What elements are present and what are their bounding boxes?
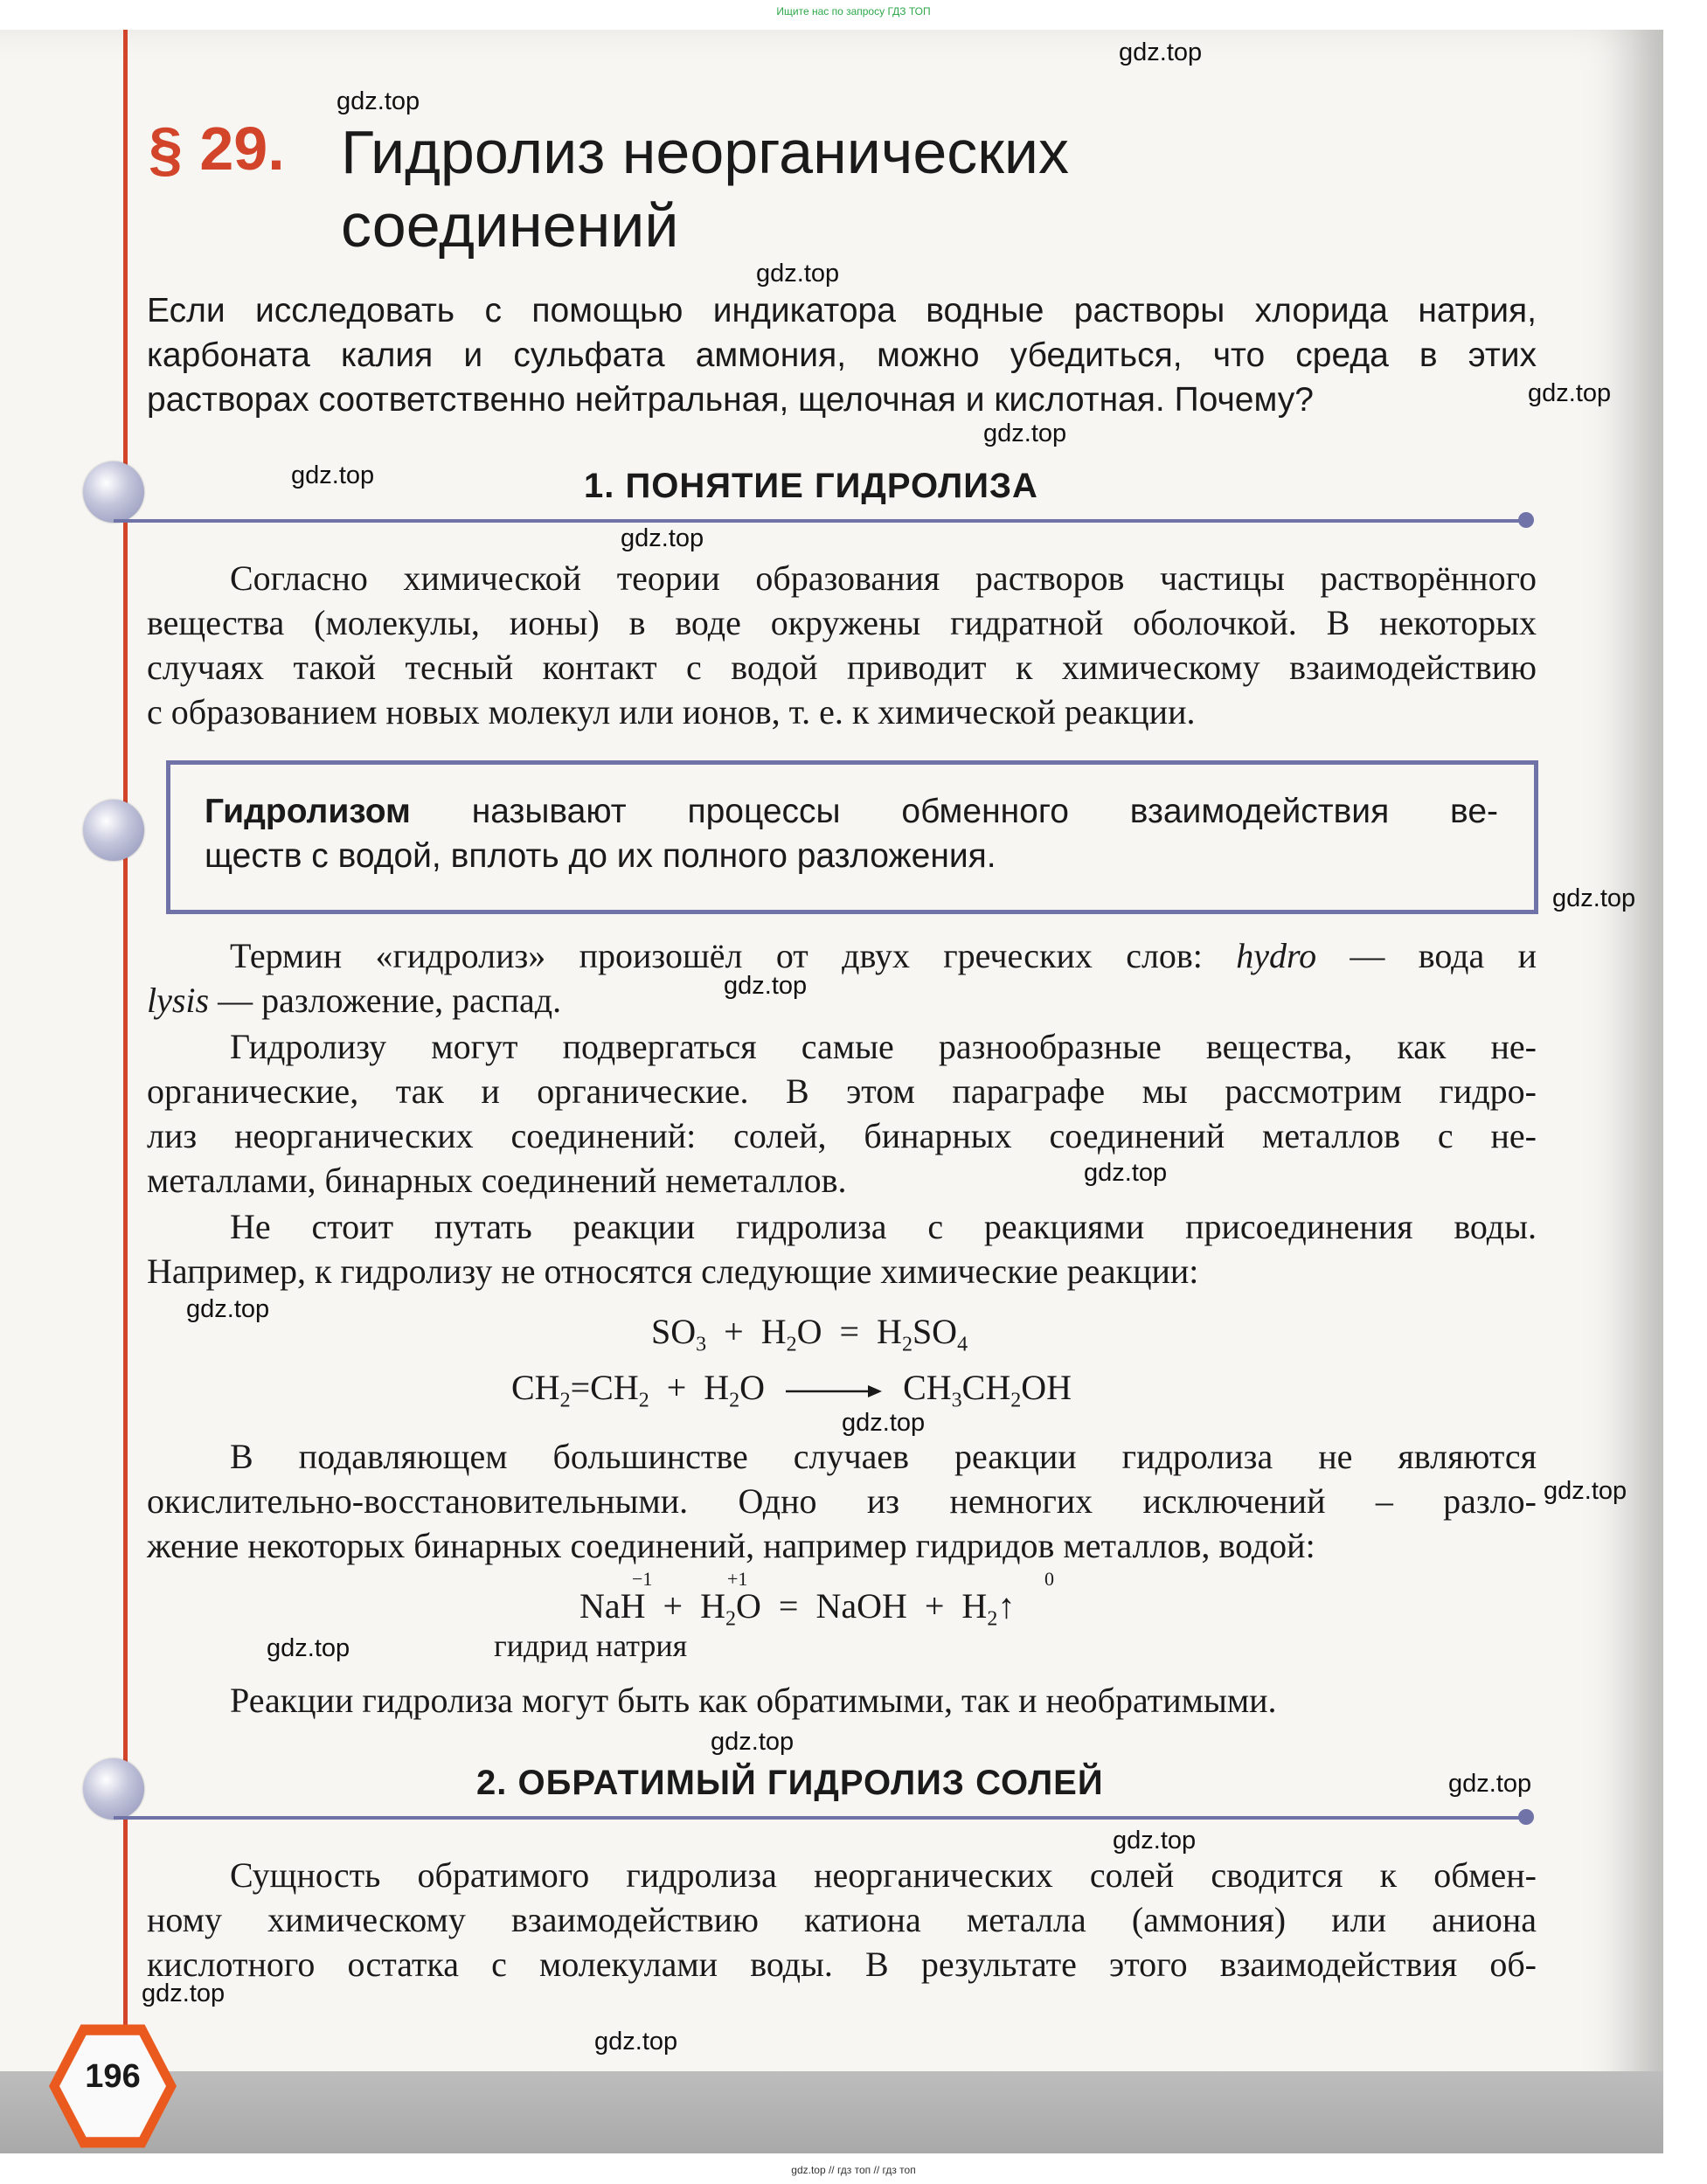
formula-sub: 3 xyxy=(951,1389,962,1412)
watermark: gdz.top xyxy=(724,972,808,1000)
oxidation-state: +1 xyxy=(727,1568,748,1590)
title-line: Гидролиз неорганических xyxy=(341,118,1069,186)
equation-caption: гидрид натрия xyxy=(494,1628,688,1663)
text-line xyxy=(147,933,1537,978)
watermark: gdz.top xyxy=(594,2028,678,2056)
text-line: Гидролизу могут подвергаться самые разнообразные вещества, как не- xyxy=(230,1027,1537,1066)
intro-line: карбоната калия и сульфата аммония, можно убедиться, что среда в этих xyxy=(147,336,1537,374)
text-line: Согласно химической теории образования растворов частицы растворённого xyxy=(230,558,1537,598)
watermark: gdz.top xyxy=(1528,379,1612,407)
watermark: gdz.top xyxy=(1544,1477,1627,1505)
section1-paragraph xyxy=(147,556,1537,734)
watermark: gdz.top xyxy=(1448,1770,1532,1798)
text-line: случаях такой тесный контакт с водой приводит к химическому взаимодействию xyxy=(147,648,1537,687)
watermark: gdz.top xyxy=(621,524,704,552)
formula-sub: 2 xyxy=(559,1389,571,1412)
definition-text xyxy=(205,789,1498,878)
formula-part: O xyxy=(796,1312,822,1351)
text-line: с образованием новых молекул или ионов, т. е. к химической реакции. xyxy=(147,692,1196,731)
text-part: Термин «гидролиз» произошёл от двух греческих слов: xyxy=(230,936,1237,975)
term-paragraph xyxy=(147,933,1537,1023)
definition-term: Гидролизом xyxy=(205,793,411,830)
intro-line: Если исследовать с помощью индикатора водные растворы хлорида натрия, xyxy=(147,292,1537,329)
watermark: gdz.top xyxy=(1119,38,1203,66)
formula-part: CH xyxy=(511,1368,560,1407)
definition-bead-icon xyxy=(83,800,144,861)
text-line: окислительно-восстановительными. Одно из немногих исключений – разло- xyxy=(147,1481,1537,1521)
equation-3 xyxy=(579,1585,1015,1631)
equation-1 xyxy=(651,1311,968,1356)
text-line: органические, так и органические. В этом параграфе мы рассмотрим гидро- xyxy=(147,1071,1537,1111)
formula-part: H xyxy=(877,1312,902,1351)
watermark: gdz.top xyxy=(267,1634,350,1662)
page-bottom-band xyxy=(0,2071,1663,2153)
definition-line: ществ с водой, вплоть до их полного разложения. xyxy=(205,837,996,875)
formula-part: NaOH xyxy=(815,1586,907,1626)
bottom-banner: gdz.top // гдз топ // гдз топ xyxy=(791,2164,916,2176)
formula-sub: 2 xyxy=(786,1333,797,1356)
paragraph-2 xyxy=(147,1024,1537,1203)
watermark: gdz.top xyxy=(842,1409,926,1437)
formula-op: + xyxy=(663,1586,683,1626)
formula-part: CH xyxy=(903,1368,952,1407)
text-line: металлами, бинарных соединений неметаллов. xyxy=(147,1161,847,1200)
page-title xyxy=(341,115,1390,262)
section-rule xyxy=(114,519,1525,523)
formula-part: OH xyxy=(1021,1368,1072,1407)
reaction-arrow-icon xyxy=(786,1383,882,1400)
formula-sub: 2 xyxy=(901,1333,912,1356)
paragraph-5: Реакции гидролиза могут быть как обратимыми, так и необратимыми. xyxy=(230,1681,1277,1720)
section-rule-end-dot xyxy=(1518,1809,1534,1825)
formula-sub: 2 xyxy=(725,1607,736,1631)
formula-sub: 2 xyxy=(1010,1389,1022,1412)
formula-part: CH xyxy=(961,1368,1011,1407)
text-line: ному химическому взаимодействию катиона металла (аммония) или аниона xyxy=(147,1900,1537,1939)
watermark: gdz.top xyxy=(186,1295,270,1323)
page-number: 196 xyxy=(85,2058,141,2095)
formula-part: SO xyxy=(912,1312,958,1351)
gas-arrow-icon: ↑ xyxy=(997,1586,1016,1626)
formula-part: H xyxy=(704,1368,730,1407)
text-part: — вода и xyxy=(1316,936,1537,975)
formula-op: + xyxy=(924,1586,945,1626)
formula-part: NaH xyxy=(579,1586,646,1626)
paragraph-number: § 29. xyxy=(149,114,285,183)
section-heading: 1. ПОНЯТИЕ ГИДРОЛИЗА xyxy=(584,467,1038,505)
watermark: gdz.top xyxy=(1113,1827,1197,1855)
formula-part: O xyxy=(735,1586,761,1626)
formula-part: SO xyxy=(651,1312,697,1351)
watermark: gdz.top xyxy=(1084,1159,1168,1187)
definition-line xyxy=(205,789,1498,834)
section-rule xyxy=(114,1816,1525,1820)
oxidation-state: −1 xyxy=(632,1568,653,1590)
formula-part: H xyxy=(700,1586,725,1626)
formula-part: CH xyxy=(590,1368,639,1407)
watermark: gdz.top xyxy=(1552,884,1636,912)
formula-bond: = xyxy=(570,1368,591,1407)
formula-op: + xyxy=(724,1312,744,1351)
watermark: gdz.top xyxy=(711,1728,795,1756)
formula-sub: 2 xyxy=(987,1607,998,1631)
text-line: В подавляющем большинстве случаев реакции гидролиза не являются xyxy=(230,1437,1537,1476)
text-line: Сущность обратимого гидролиза неорганических солей сводится к обмен- xyxy=(230,1855,1537,1895)
watermark: gdz.top xyxy=(291,461,375,489)
formula-op: = xyxy=(839,1312,860,1351)
intro-question xyxy=(147,288,1537,422)
intro-line: растворах соответственно нейтральная, щелочная и кислотная. Почему? xyxy=(147,381,1314,419)
title-line: соединений xyxy=(341,191,679,260)
paragraph-3 xyxy=(147,1204,1537,1293)
paragraph-4 xyxy=(147,1434,1537,1568)
formula-part: O xyxy=(739,1368,766,1407)
section-bead-icon xyxy=(83,461,144,523)
formula-part: H xyxy=(760,1312,787,1351)
text-line: лиз неорганических соединений: солей, бинарных соединений металлов с не- xyxy=(147,1116,1537,1155)
oxidation-state: 0 xyxy=(1044,1568,1054,1590)
text-line: Не стоит путать реакции гидролиза с реакциями присоединения воды. xyxy=(230,1207,1537,1246)
top-banner: Ищите нас по запросу ГДЗ ТОП xyxy=(776,5,931,17)
formula-sub: 2 xyxy=(638,1389,649,1412)
term-word: lysis xyxy=(147,981,210,1020)
watermark: gdz.top xyxy=(142,1979,226,2007)
equation-2 xyxy=(511,1367,1072,1412)
formula-sub: 3 xyxy=(696,1333,707,1356)
formula-part: H xyxy=(961,1586,988,1626)
section2-paragraph xyxy=(147,1853,1537,1986)
formula-sub: 2 xyxy=(729,1389,740,1412)
watermark: gdz.top xyxy=(983,419,1067,447)
text-line xyxy=(147,978,1537,1023)
formula-op: + xyxy=(666,1368,687,1407)
text-line: кислотного остатка с молекулами воды. В результате этого взаимодействия об- xyxy=(147,1945,1537,1984)
text-line: жение некоторых бинарных соединений, например гидридов металлов, водой: xyxy=(147,1526,1315,1565)
text-line: Например, к гидролизу не относятся следующие химические реакции: xyxy=(147,1251,1199,1291)
formula-sub: 4 xyxy=(957,1333,968,1356)
text-line: вещества (молекулы, ионы) в воде окружены гидратной оболочкой. В некоторых xyxy=(147,603,1537,642)
term-word: hydro xyxy=(1236,936,1317,975)
text-part: — разложение, распад. xyxy=(209,981,562,1020)
section-rule-end-dot xyxy=(1518,512,1534,528)
section-bead-icon xyxy=(83,1758,144,1820)
section-heading: 2. ОБРАТИМЫЙ ГИДРОЛИЗ СОЛЕЙ xyxy=(476,1764,1104,1802)
watermark: gdz.top xyxy=(337,87,420,115)
definition-rest: называют процессы обменного взаимодействия ве- xyxy=(410,793,1498,830)
formula-op: = xyxy=(778,1586,799,1626)
watermark: gdz.top xyxy=(756,260,840,288)
